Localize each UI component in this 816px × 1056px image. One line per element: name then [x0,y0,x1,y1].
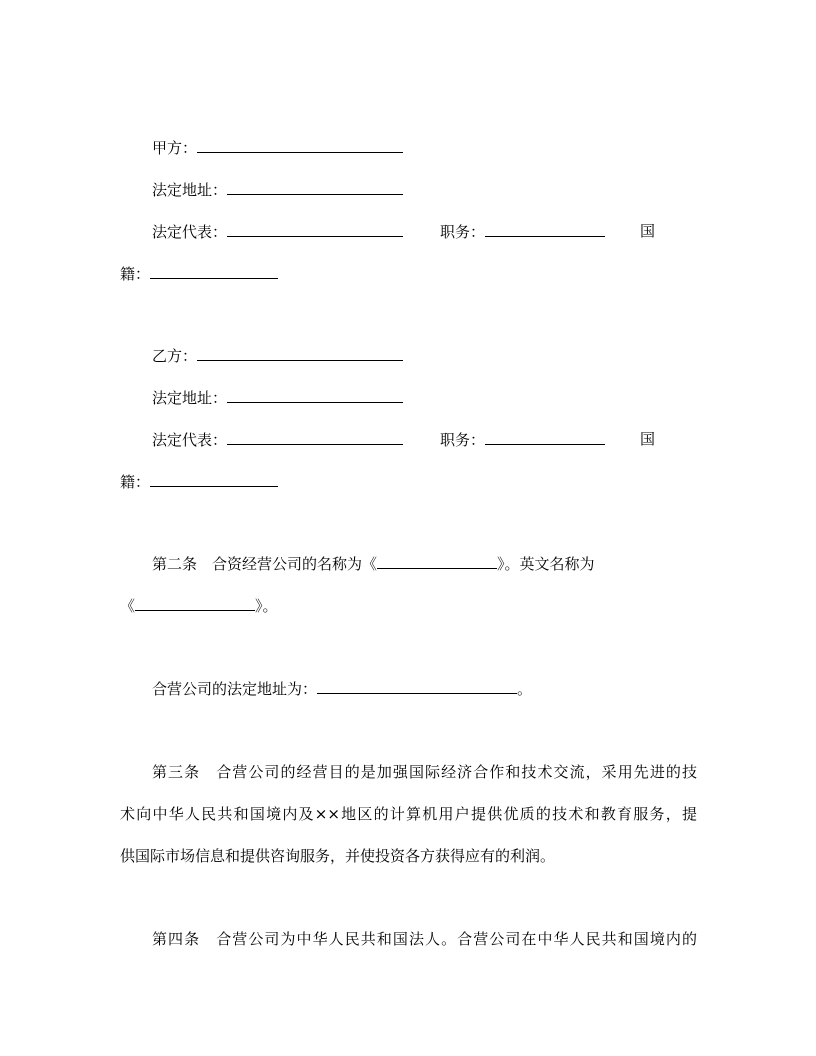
article2-line2 [120,595,278,615]
party-a-position-blank[interactable] [485,221,605,237]
party-a-blank[interactable] [197,137,403,153]
party-b-blank[interactable] [197,345,403,361]
article2-line1 [152,553,595,573]
party-a-position-row [440,221,605,241]
party-b-nationality-label-part1: 国 [640,430,656,448]
party-a-address-row [152,179,403,199]
party-a-representative-label: 法定代表： [152,223,228,241]
party-b-nationality-blank[interactable] [150,471,278,487]
party-b-representative-blank[interactable] [227,429,403,445]
party-a-representative-row [152,221,403,241]
article2-line1-suffix: 》。英文名称为 [497,555,595,573]
party-b-position-label: 职务： [440,431,486,449]
party-b-representative-row [152,429,403,449]
article2-address-prefix: 合营公司的法定地址为： [152,680,318,698]
party-a-position-label: 职务： [440,223,486,241]
party-a-nationality-label-part2: 籍： [120,265,151,283]
article2-line2-prefix: 《 [120,597,136,615]
article4-line1: 第四条 合营公司为中华人民共和国法人。合营公司在中华人民共和国境内的 [152,930,697,948]
party-a-representative-blank[interactable] [227,221,403,237]
party-b-position-blank[interactable] [485,429,605,445]
party-a-row [152,137,403,157]
party-a-label: 甲方： [152,139,198,157]
english-name-blank[interactable] [135,595,255,611]
article3-line2: 术向中华人民共和国境内及××地区的计算机用户提供优质的技术和教育服务，提 [120,805,697,823]
party-b-label: 乙方： [152,347,198,365]
party-a-nationality-row [120,263,278,283]
party-a-address-blank[interactable] [227,179,403,195]
article2-line1-prefix: 第二条 合资经营公司的名称为《 [152,555,378,573]
party-b-position-row [440,429,605,449]
party-a-nationality-label-part1: 国 [640,222,656,240]
party-b-nationality-label-part2: 籍： [120,473,151,491]
party-b-representative-label: 法定代表： [152,431,228,449]
article3-line1: 第三条 合营公司的经营目的是加强国际经济合作和技术交流，采用先进的技 [152,763,697,781]
party-b-row [152,345,403,365]
party-b-address-blank[interactable] [227,387,403,403]
company-name-blank[interactable] [377,553,497,569]
party-b-nationality-row [120,471,278,491]
party-a-address-label: 法定地址： [152,181,228,199]
legal-address-blank[interactable] [317,678,517,694]
article3-line3: 供国际市场信息和提供咨询服务，并使投资各方获得应有的利润。 [120,847,556,865]
article2-address-suffix: 。 [517,680,533,698]
article2-line2-suffix: 》。 [255,597,278,615]
party-b-address-label: 法定地址： [152,389,228,407]
party-a-nationality-blank[interactable] [150,263,278,279]
party-b-address-row [152,387,403,407]
article2-address-line [152,678,532,698]
